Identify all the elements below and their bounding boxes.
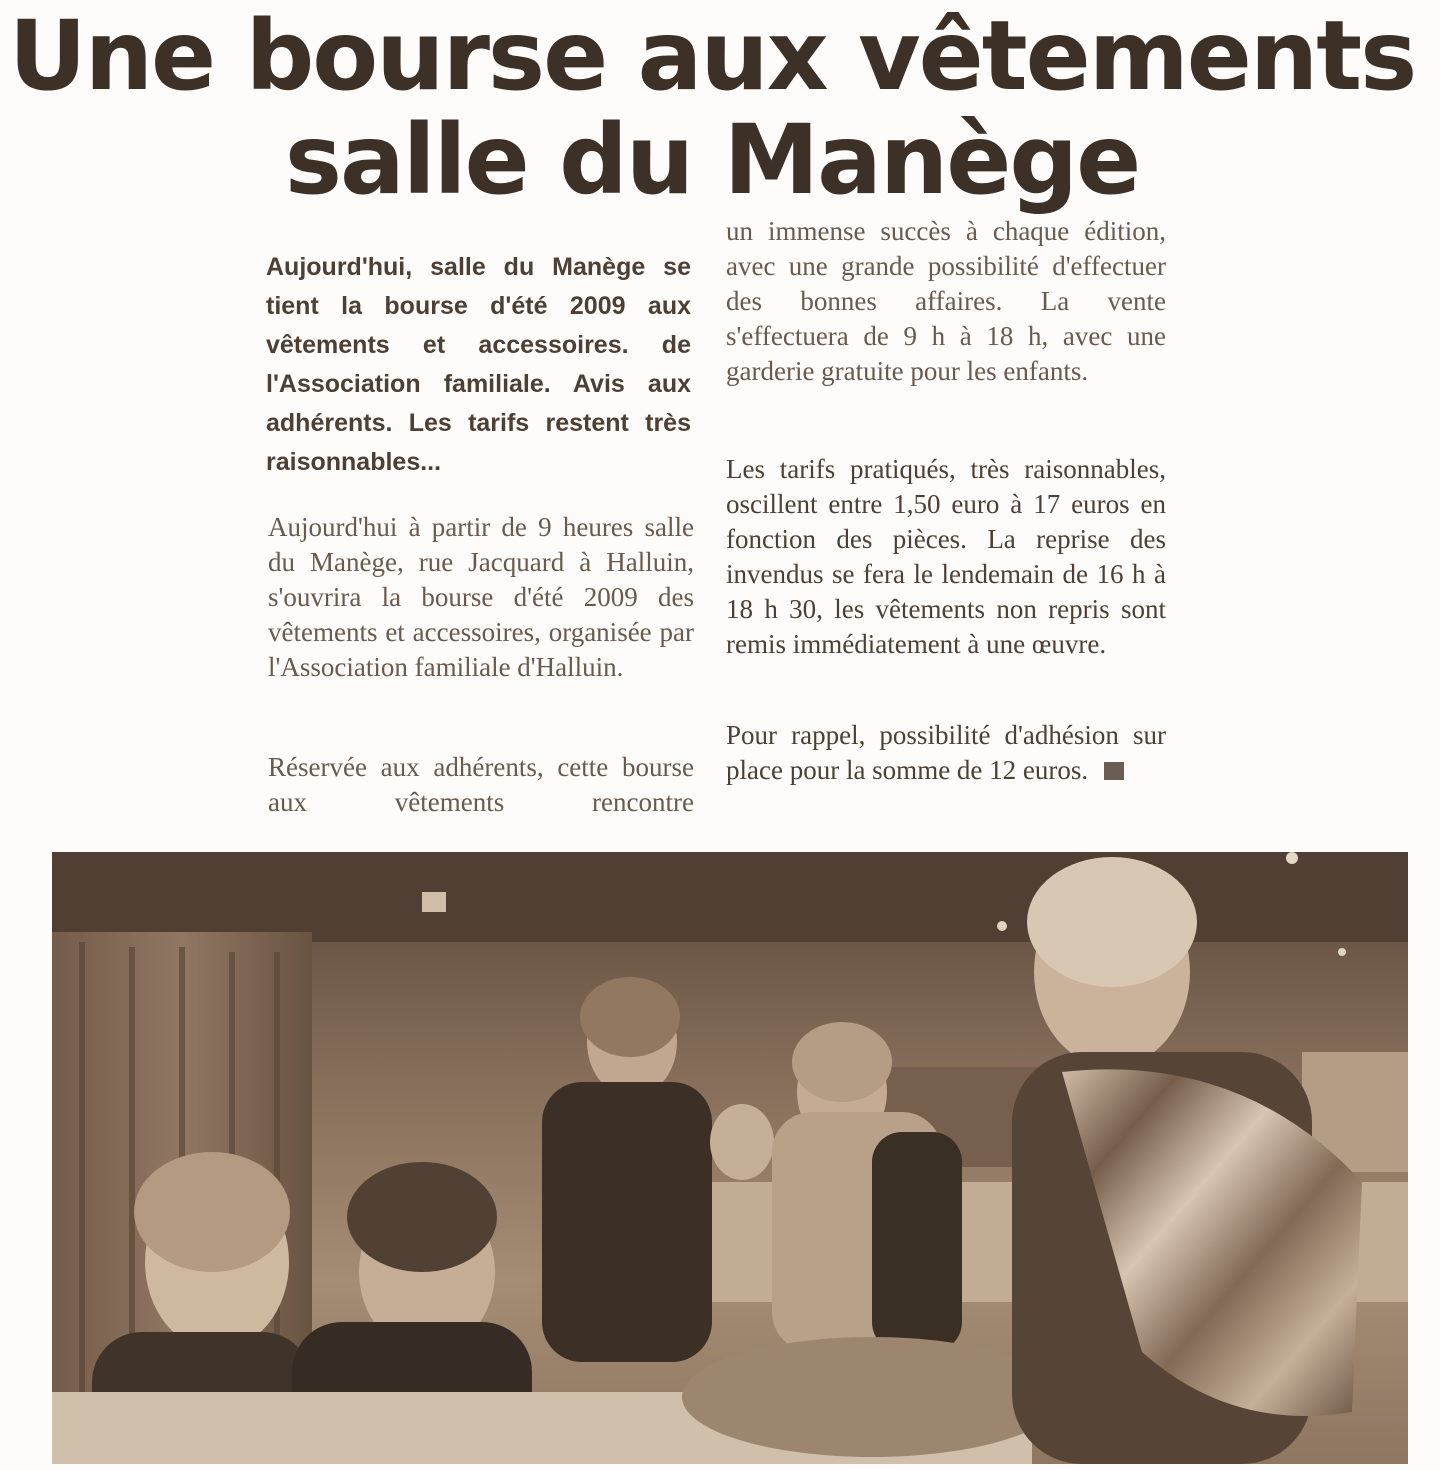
body-paragraph-5 bbox=[726, 718, 1166, 788]
body-paragraph-2: Réservée aux adhérents, cette bourse aux vêtements rencontre bbox=[268, 752, 694, 817]
body-paragraph-1: Aujourd'hui à partir de 9 heures salle du Manège, rue Jacquard à Halluin, s'ouvrira la bourse d'été 2009 des vêtements et accessoires, organisée par l'Association familiale d'Halluin. bbox=[268, 512, 694, 682]
body-paragraph-4: Les tarifs pratiqués, très raisonnables, oscillent entre 1,50 euro à 17 euros en fonction des pièces. La reprise des invendus se fera le lendemain de 16 h à 18 h 30, les vêtements non repris sont remis immédiatement à une œuvre. bbox=[726, 454, 1166, 659]
photo-illustration bbox=[52, 852, 1408, 1464]
article-photo bbox=[52, 852, 1408, 1464]
headline-line-2: salle du Manège bbox=[284, 104, 1140, 216]
body-paragraph-3: un immense succès à chaque édition, avec une grande possibilité d'effectuer des bonnes affaires. La vente s'effectuera de 9 h à 18 h, avec une garderie gratuite pour les enfants. bbox=[726, 216, 1166, 386]
lead-paragraph: Aujourd'hui, salle du Manège se tient la bourse d'été 2009 aux vêtements et accessoires. de l'Association familiale. Avis aux adhérents. Les tarifs restent très raisonnables... bbox=[266, 253, 691, 476]
end-of-article-mark bbox=[1104, 762, 1124, 780]
headline-line-1: Une bourse aux vêtements bbox=[8, 0, 1416, 112]
body-paragraph-5-text: Pour rappel, possibilité d'adhésion sur place pour la somme de 12 euros. bbox=[726, 720, 1166, 785]
